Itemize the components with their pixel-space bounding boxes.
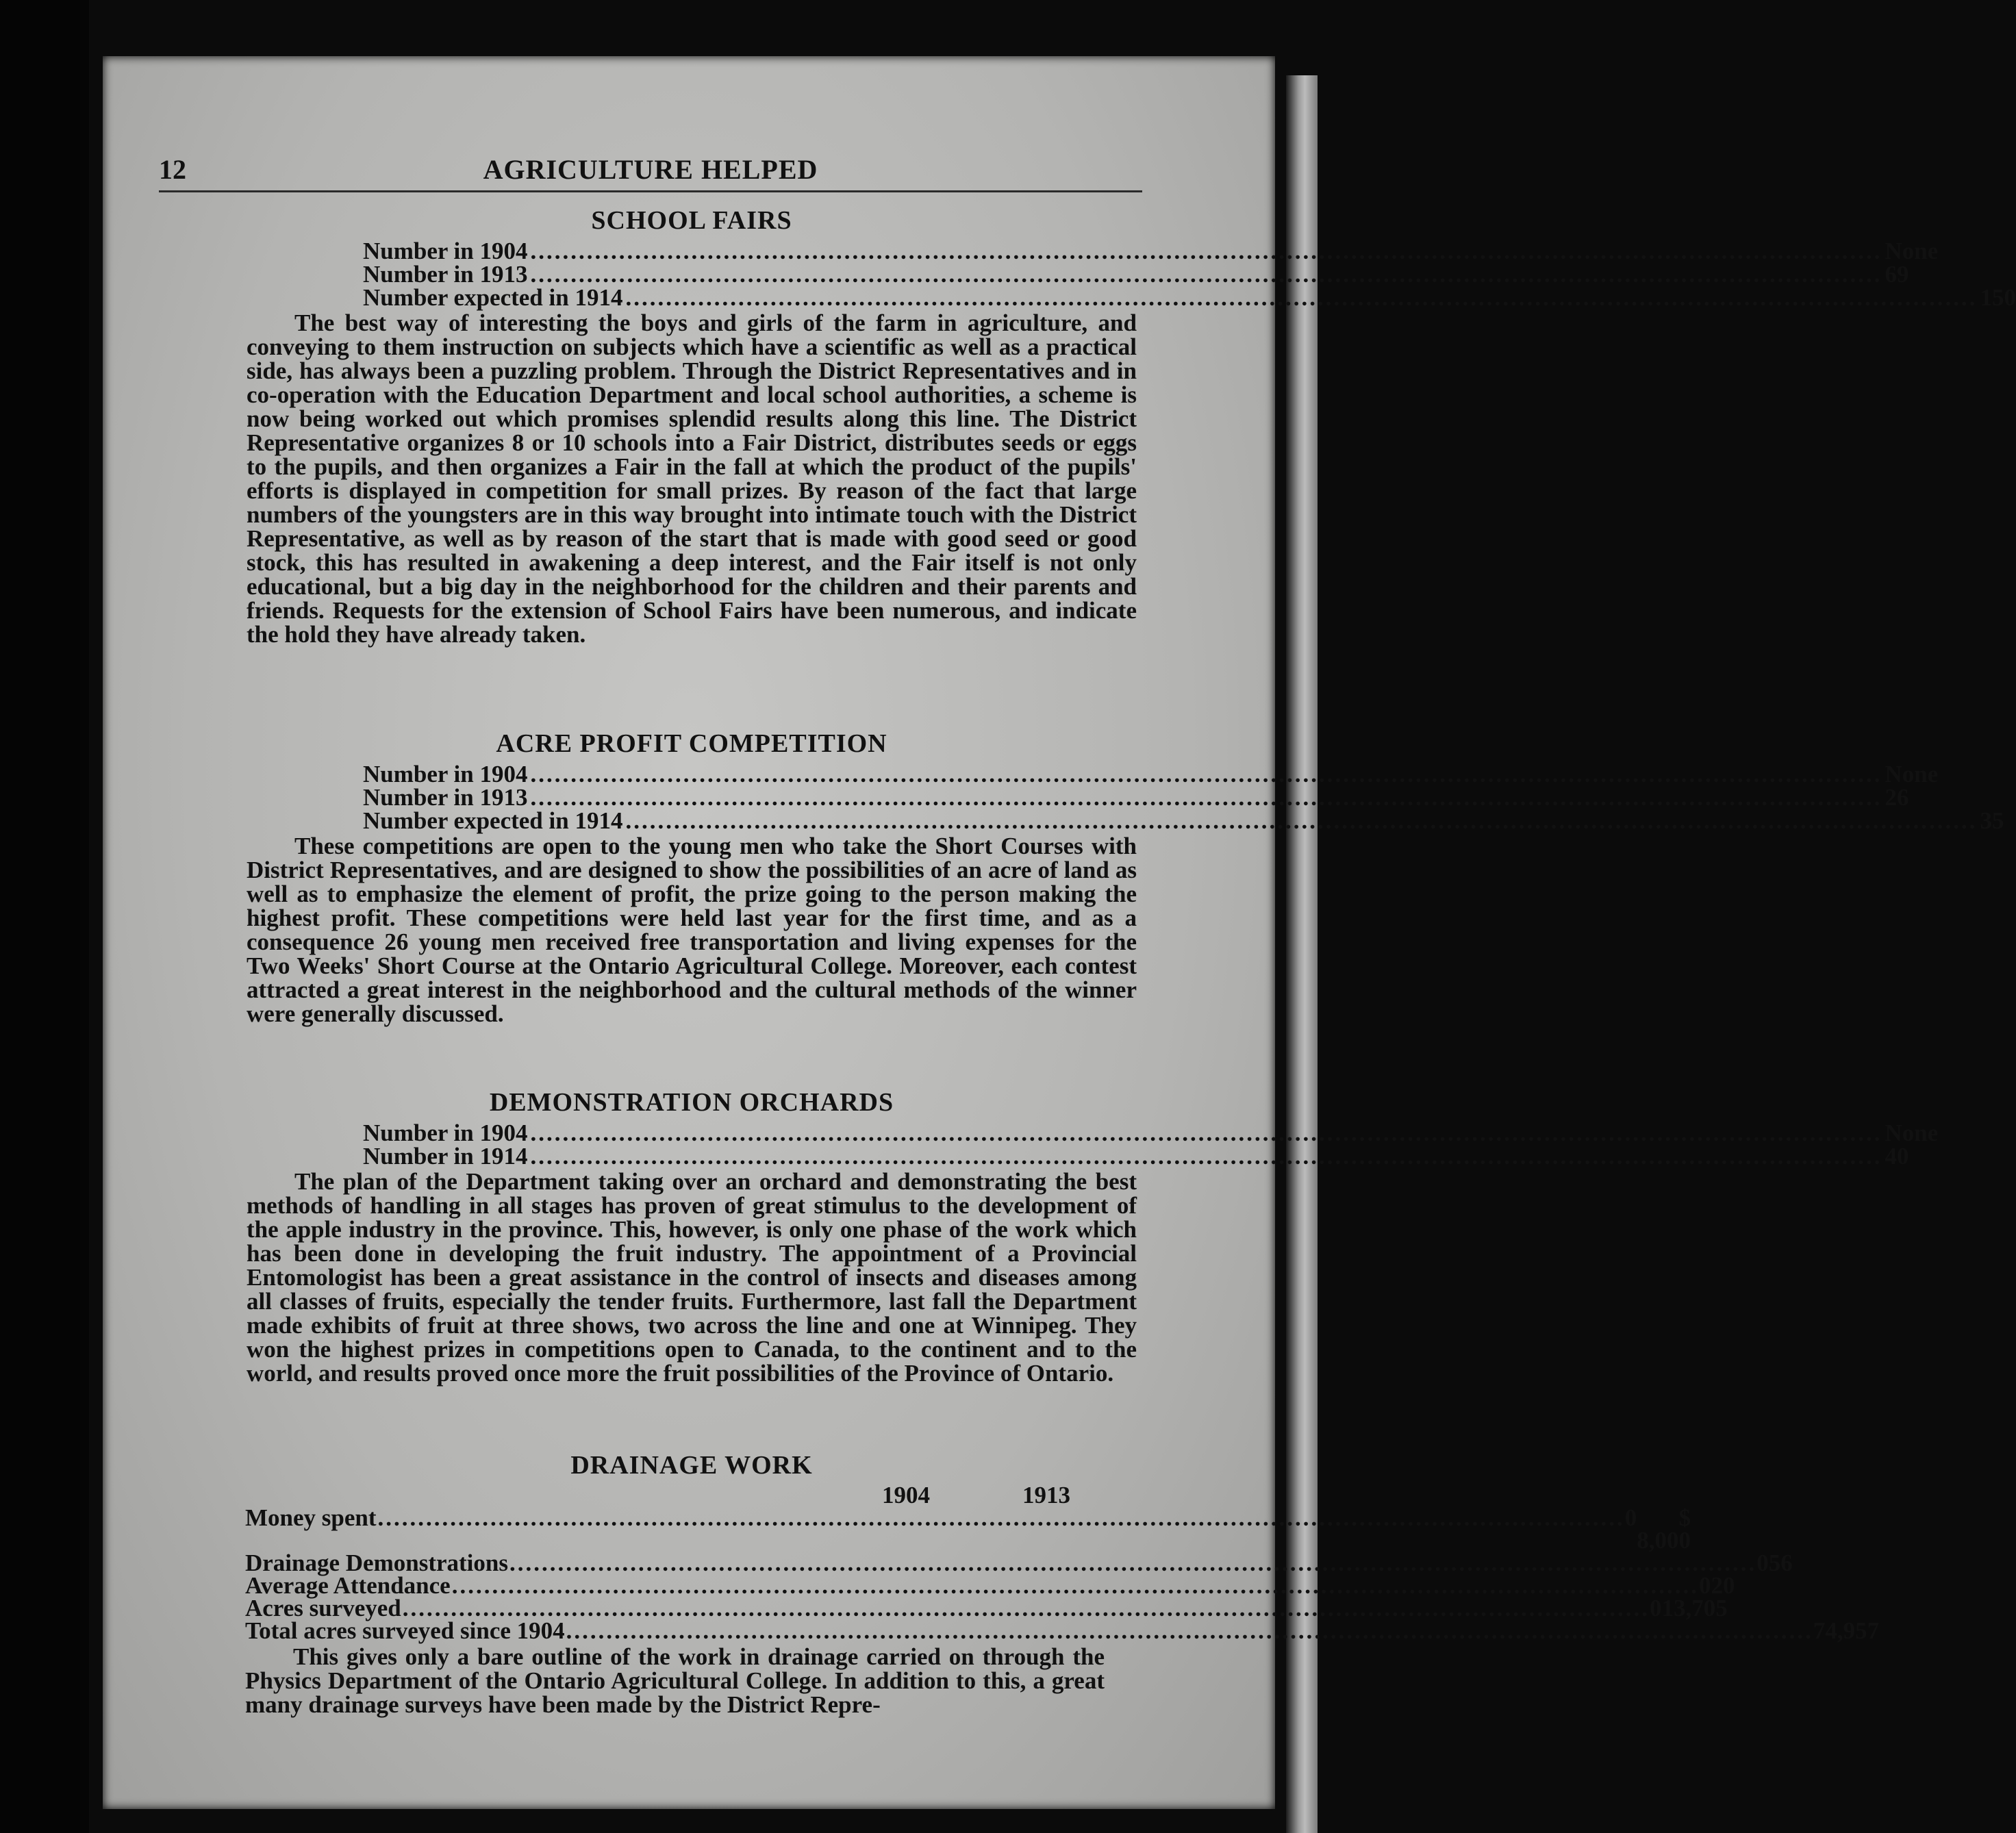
- column-header: 1904: [882, 1482, 930, 1508]
- stat-row: [363, 761, 1939, 787]
- stat-value: None: [1885, 238, 1939, 264]
- section-title: SCHOOL FAIRS: [591, 206, 792, 235]
- column-header: 1913: [1022, 1482, 1070, 1508]
- cell-1913: 56: [1768, 1550, 1793, 1576]
- stat-row: [363, 284, 2016, 311]
- stat-row: [363, 261, 1909, 288]
- cell-1904: 0: [1698, 1572, 1711, 1599]
- leader-dots: [625, 286, 1977, 309]
- stat-label: Number in 1913: [363, 261, 528, 288]
- stats-list: [363, 238, 2016, 311]
- stats-list: [363, 761, 2004, 834]
- table-row: [245, 1595, 1728, 1621]
- leader-dots: [531, 240, 1882, 263]
- leader-dots: [531, 1122, 1882, 1145]
- stat-label: Number expected in 1914: [363, 807, 623, 834]
- cell-1904: 0: [1756, 1550, 1769, 1576]
- table-header: [245, 1482, 1105, 1506]
- body-paragraph: This gives only a bare outline of the work in drainage carried on through the Physics Department of the Ontario Agricultural College. In addition to this, a great many drainage surveys have been made by the District Repre-: [245, 1643, 1105, 1718]
- drainage-table: [245, 1482, 1880, 1718]
- stat-row: [363, 807, 2004, 834]
- stat-value: 40: [1885, 1143, 1909, 1170]
- leader-dots: [566, 1619, 1813, 1642]
- stat-label: Number in 1904: [363, 1120, 528, 1146]
- section-title: DEMONSTRATION ORCHARDS: [489, 1088, 894, 1117]
- leader-dots: [531, 786, 1882, 809]
- section-title: ACRE PROFIT COMPETITION: [496, 729, 887, 758]
- row-label: Acres surveyed: [245, 1595, 401, 1621]
- section-demonstration-orchards: [247, 1087, 1939, 1387]
- header-spacer: [245, 1482, 824, 1506]
- body-paragraph: These competitions are open to the young men who take the Short Courses with District Representatives, and are designed to show the possibilities of an acre of land as well as to emphasize the element of profit, the prize going to the person making the highest profit. These competitions were held last year for the first time, and as a consequence 26 young men received free transportation and living expenses for the Two Weeks' Short Course at the Ontario Agricultural College. Moreover, each contest attracted a great interest in the neighborhood and the cultural methods of the winner were generally discussed.: [247, 833, 1137, 1027]
- page-number: 12: [159, 154, 186, 185]
- page-header: [159, 149, 1142, 192]
- table-row: [245, 1572, 1735, 1599]
- body-paragraph: The plan of the Department taking over an orchard and demonstrating the best methods of handling in all stages has proven of great stimulus to the development of the apple industry in the province. This, however, is only one phase of the work which has been done in developing the fruit industry. The appointment of a Provincial Entomologist has been a great assistance in the control of insects and diseases among all classes of fruits, especially the tender fruits. Furthermore, last fall the Department made exhibits of fruit at three shows, two across the line and one at Winnipeg. They won the highest prizes in competitions open to Canada, to the continent and to the world, and results proved once more the fruit possibilities of the Province of Ontario.: [247, 1168, 1137, 1387]
- drainage-title: DRAINAGE WORK: [570, 1451, 813, 1480]
- leader-dots: [625, 809, 1977, 833]
- scan-border-left: [0, 0, 89, 1833]
- leader-dots: [531, 1145, 1882, 1168]
- cell-1904: 0: [1624, 1504, 1637, 1531]
- stat-value: 26: [1885, 784, 1909, 811]
- stat-row: [363, 1120, 1939, 1146]
- table-row: [245, 1617, 1880, 1644]
- stat-row: [363, 1143, 1909, 1170]
- stat-value: None: [1885, 761, 1939, 787]
- cell-1904: 0: [1650, 1595, 1662, 1621]
- stat-row: [363, 238, 1939, 264]
- section-school-fairs: [247, 205, 2016, 648]
- table-row: [245, 1550, 1793, 1576]
- cell-1913: $ 8,000: [1637, 1504, 1691, 1554]
- leader-dots: [509, 1552, 1756, 1574]
- stat-row: [363, 784, 1909, 811]
- stat-label: Number in 1904: [363, 238, 528, 264]
- cell-1913: 13,705: [1661, 1595, 1728, 1621]
- stat-value: 150: [1980, 284, 2016, 311]
- leader-dots: [378, 1506, 1625, 1529]
- stat-label: Number in 1904: [363, 761, 528, 787]
- row-label: Total acres surveyed since 1904: [245, 1617, 565, 1644]
- table-row: [245, 1504, 1691, 1554]
- body-paragraph: The best way of interesting the boys and girls of the farm in agriculture, and conveying to them instruction on subjects which have a scientific as well as a practical side, has always been a puzzling problem. Through the District Representatives and in co-operation with the Education Department and local school authorities, a scheme is now being worked out which promises splendid results along this line. The District Representative organizes 8 or 10 schools into a Fair District, distributes seeds or eggs to the pupils, and then organizes a Fair in the fall at which the product of the pupils' efforts is displayed in competition for small prizes. By reason of the fact that large numbers of the youngsters are in this way brought into intimate touch with the District Representative, as well as by reason of the start that is made with good seed or good stock, this has resulted in awakening a deep interest, and the Fair itself is not only educational, but a big day in the neighborhood for the children and their parents and friends. Requests for the extension of School Fairs have been numerous, and indicate the hold they have already taken.: [247, 309, 1137, 648]
- stat-value: None: [1885, 1120, 1939, 1146]
- stat-value: 69: [1885, 261, 1909, 288]
- row-label: Money spent: [245, 1504, 377, 1531]
- row-label: Drainage Demonstrations: [245, 1550, 508, 1576]
- running-title: AGRICULTURE HELPED: [483, 154, 818, 185]
- stat-label: Number expected in 1914: [363, 284, 623, 311]
- stat-value: 35: [1980, 807, 2004, 834]
- leader-dots: [452, 1574, 1699, 1597]
- cell-1913: 74,957: [1813, 1617, 1880, 1644]
- leader-dots: [531, 263, 1882, 286]
- section-acre-profit: [247, 729, 2004, 1027]
- stat-label: Number in 1913: [363, 784, 528, 811]
- leader-dots: [531, 763, 1882, 786]
- leader-dots: [403, 1597, 1650, 1619]
- stat-label: Number in 1914: [363, 1143, 528, 1170]
- row-label: Average Attendance: [245, 1572, 451, 1599]
- cell-1913: 20: [1711, 1572, 1735, 1599]
- stats-list: [363, 1120, 1939, 1170]
